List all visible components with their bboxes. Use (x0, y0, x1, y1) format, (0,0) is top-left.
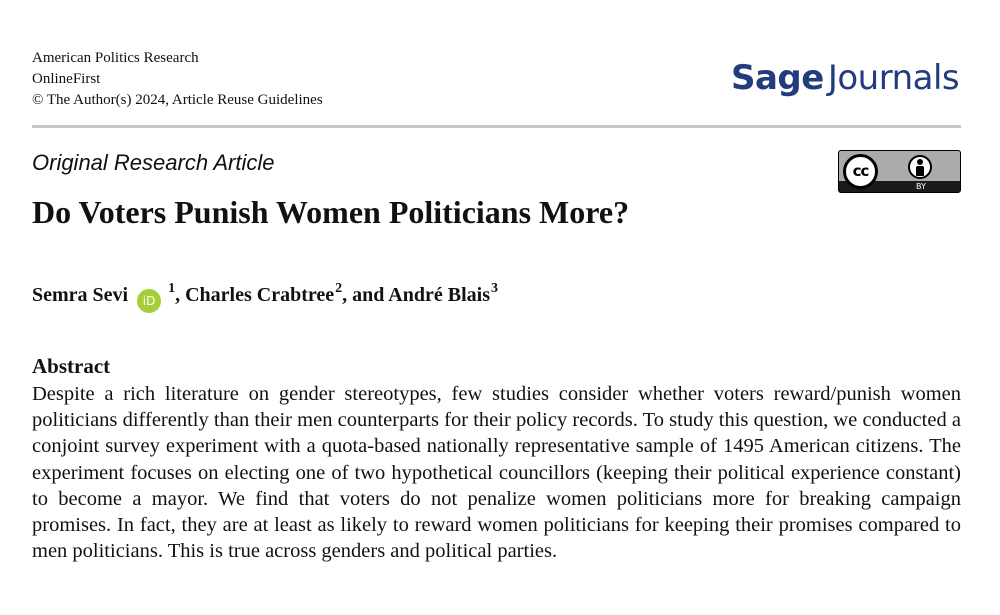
author-name[interactable]: Charles Crabtree (185, 284, 335, 306)
cc-icon: cc (843, 154, 878, 189)
brand-sage: Sage (731, 58, 824, 98)
affiliation-marker[interactable]: 2 (335, 281, 343, 296)
affiliation-marker[interactable]: 1 (168, 281, 176, 296)
publication-status: OnlineFirst (32, 71, 101, 87)
author-separator: , and (342, 284, 389, 306)
article-title: Do Voters Punish Women Politicians More? (32, 194, 630, 230)
attribution-person-icon (908, 155, 932, 179)
cc-by-license-badge[interactable] (838, 150, 961, 193)
author-separator: , (175, 284, 186, 306)
sage-journals-logo[interactable] (731, 58, 959, 98)
person-body (916, 166, 924, 176)
abstract-heading: Abstract (32, 354, 111, 378)
author-list (32, 281, 498, 313)
brand-journals: Journals (827, 58, 960, 98)
affiliation-marker[interactable]: 3 (490, 281, 498, 296)
orcid-icon[interactable]: iD (137, 289, 161, 313)
copyright-line[interactable]: © The Author(s) 2024, Article Reuse Guidelines (32, 92, 323, 108)
journal-name[interactable]: American Politics Research (32, 50, 199, 66)
author-name[interactable]: André Blais (388, 284, 490, 306)
header-divider (32, 125, 961, 128)
author-name[interactable]: Semra Sevi (32, 284, 129, 306)
journal-meta (32, 48, 323, 111)
abstract-text: Despite a rich literature on gender stereotypes, few studies consider whether voters reward/punish women politicians differently than their men counterparts for their policy records. To study this question, we conducted a conjoint survey experiment with a quota-based nationally representative sample of 1495 American citizens. The experiment focuses on electing one of two hypothetical councillors (keeping their political experience constant) to become a mayor. We find that voters do not penalize women politicians more for breaking campaign promises. In fact, they are at least as likely to reward women politicians for keeping their promises compared to men politicians. This is true across genders and political parties. (32, 383, 961, 563)
person-head (917, 159, 923, 165)
by-label: BY (916, 182, 926, 191)
article-type: Original Research Article (32, 150, 275, 175)
